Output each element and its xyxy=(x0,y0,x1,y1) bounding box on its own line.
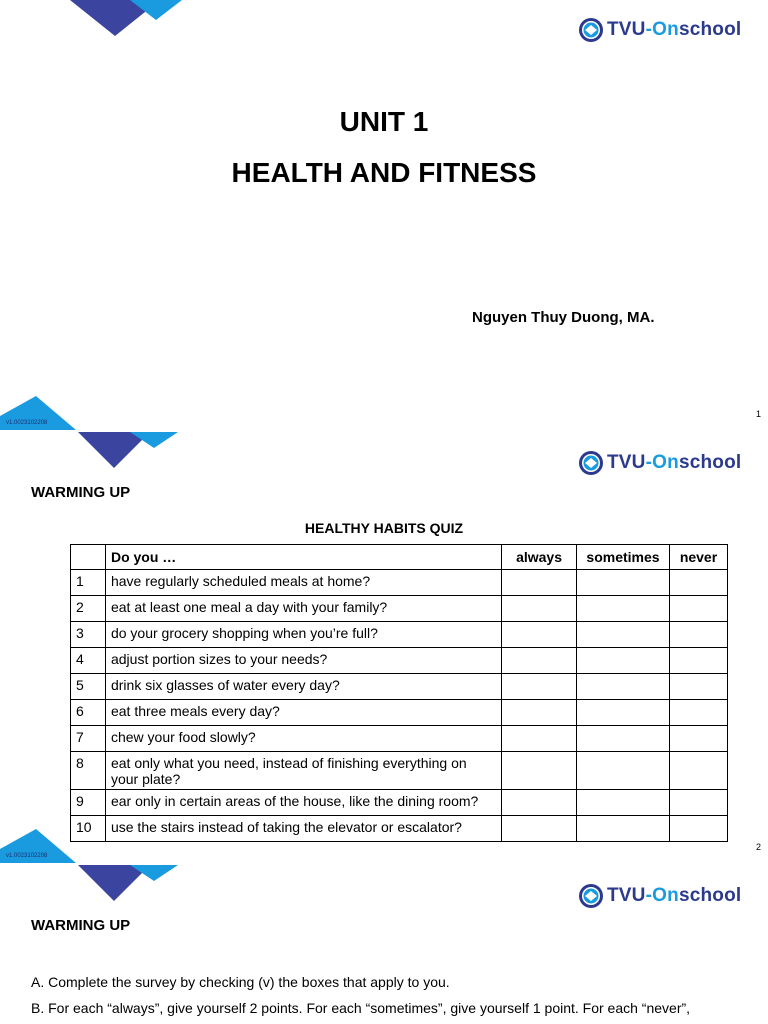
checkbox-sometimes[interactable] xyxy=(577,752,670,790)
checkbox-never[interactable] xyxy=(669,752,727,790)
brand-school: school xyxy=(678,452,742,473)
table-row xyxy=(71,726,728,752)
brand-dash: - xyxy=(645,885,653,906)
brand-on: On xyxy=(652,885,679,906)
quiz-title: HEALTHY HABITS QUIZ xyxy=(304,520,464,536)
checkbox-sometimes[interactable] xyxy=(577,700,670,726)
checkbox-sometimes[interactable] xyxy=(577,648,670,674)
row-question: eat three meals every day? xyxy=(105,700,501,726)
row-question: adjust portion sizes to your needs? xyxy=(105,648,501,674)
brand-tvu: TVU xyxy=(607,19,646,40)
table-row xyxy=(71,570,728,596)
decor-triangles-top xyxy=(70,0,190,40)
row-number: 3 xyxy=(71,622,106,648)
checkbox-never[interactable] xyxy=(669,700,727,726)
table-row xyxy=(71,752,728,790)
page-number: 2 xyxy=(756,842,762,852)
brand-school: school xyxy=(678,19,742,40)
version-label: v1.0023102208 xyxy=(6,420,48,426)
tvu-onschool-logo xyxy=(578,882,741,910)
table-row xyxy=(71,790,728,816)
unit-subtitle: HEALTH AND FITNESS xyxy=(231,157,537,188)
brand-on: On xyxy=(652,452,679,473)
checkbox-sometimes[interactable] xyxy=(577,622,670,648)
checkbox-always[interactable] xyxy=(502,596,577,622)
checkbox-sometimes[interactable] xyxy=(577,596,670,622)
row-number: 6 xyxy=(71,700,106,726)
table-row xyxy=(71,674,728,700)
checkbox-always[interactable] xyxy=(502,790,577,816)
table-row xyxy=(71,648,728,674)
checkbox-sometimes[interactable] xyxy=(577,570,670,596)
healthy-habits-table xyxy=(70,544,728,842)
instruction-a: A. Complete the survey by checking (v) the boxes that apply to you. xyxy=(31,974,450,990)
row-number: 8 xyxy=(71,752,106,790)
checkbox-always[interactable] xyxy=(502,622,577,648)
row-question: drink six glasses of water every day? xyxy=(105,674,501,700)
checkbox-sometimes[interactable] xyxy=(577,790,670,816)
checkbox-never[interactable] xyxy=(669,726,727,752)
checkbox-never[interactable] xyxy=(669,648,727,674)
table-row xyxy=(71,596,728,622)
row-number: 9 xyxy=(71,790,106,816)
brand-tvu: TVU xyxy=(607,885,646,906)
row-question: chew your food slowly? xyxy=(105,726,501,752)
table-header-row xyxy=(71,545,728,570)
row-question: use the stairs instead of taking the elevator or escalator? xyxy=(105,816,501,842)
instruction-b: B. For each “always”, give yourself 2 points. For each “sometimes”, give yourself 1 point. For each “never”, xyxy=(31,1000,691,1016)
checkbox-never[interactable] xyxy=(669,674,727,700)
row-number: 7 xyxy=(71,726,106,752)
checkbox-always[interactable] xyxy=(502,648,577,674)
row-number: 4 xyxy=(71,648,106,674)
tvu-onschool-logo xyxy=(578,449,741,477)
row-number: 5 xyxy=(71,674,106,700)
row-number: 10 xyxy=(71,816,106,842)
checkbox-never[interactable] xyxy=(669,570,727,596)
table-row xyxy=(71,700,728,726)
checkbox-always[interactable] xyxy=(502,700,577,726)
row-number: 1 xyxy=(71,570,106,596)
checkbox-always[interactable] xyxy=(502,726,577,752)
brand-dash: - xyxy=(645,452,653,473)
checkbox-sometimes[interactable] xyxy=(577,816,670,842)
tvu-emblem-icon xyxy=(578,883,604,909)
tvu-onschool-logo xyxy=(578,16,741,44)
header-sometimes: sometimes xyxy=(577,545,670,570)
author-name: Nguyen Thuy Duong, MA. xyxy=(472,309,655,326)
version-label: v1.0023102208 xyxy=(6,853,48,859)
decor-triangles-footer-1 xyxy=(0,396,180,468)
header-question: Do you … xyxy=(105,545,501,570)
checkbox-always[interactable] xyxy=(502,674,577,700)
checkbox-always[interactable] xyxy=(502,570,577,596)
checkbox-never[interactable] xyxy=(669,790,727,816)
brand-on: On xyxy=(652,19,679,40)
checkbox-never[interactable] xyxy=(669,596,727,622)
page-number: 1 xyxy=(756,409,762,419)
section-heading: WARMING UP xyxy=(31,484,131,501)
checkbox-sometimes[interactable] xyxy=(577,726,670,752)
tvu-emblem-icon xyxy=(578,17,604,43)
header-always: always xyxy=(502,545,577,570)
row-question: ear only in certain areas of the house, like the dining room? xyxy=(105,790,501,816)
decor-triangles-footer-2 xyxy=(0,829,180,901)
header-never: never xyxy=(669,545,727,570)
section-heading: WARMING UP xyxy=(31,917,131,934)
header-number xyxy=(71,545,106,570)
row-question: eat only what you need, instead of finishing everything on your plate? xyxy=(105,752,501,790)
tvu-emblem-icon xyxy=(578,450,604,476)
row-question: have regularly scheduled meals at home? xyxy=(105,570,501,596)
table-row xyxy=(71,622,728,648)
unit-title: UNIT 1 xyxy=(339,106,429,137)
checkbox-always[interactable] xyxy=(502,816,577,842)
brand-school: school xyxy=(678,885,742,906)
checkbox-never[interactable] xyxy=(669,816,727,842)
checkbox-never[interactable] xyxy=(669,622,727,648)
brand-tvu: TVU xyxy=(607,452,646,473)
brand-dash: - xyxy=(645,19,653,40)
row-number: 2 xyxy=(71,596,106,622)
checkbox-always[interactable] xyxy=(502,752,577,790)
checkbox-sometimes[interactable] xyxy=(577,674,670,700)
row-question: eat at least one meal a day with your family? xyxy=(105,596,501,622)
row-question: do your grocery shopping when you’re full? xyxy=(105,622,501,648)
